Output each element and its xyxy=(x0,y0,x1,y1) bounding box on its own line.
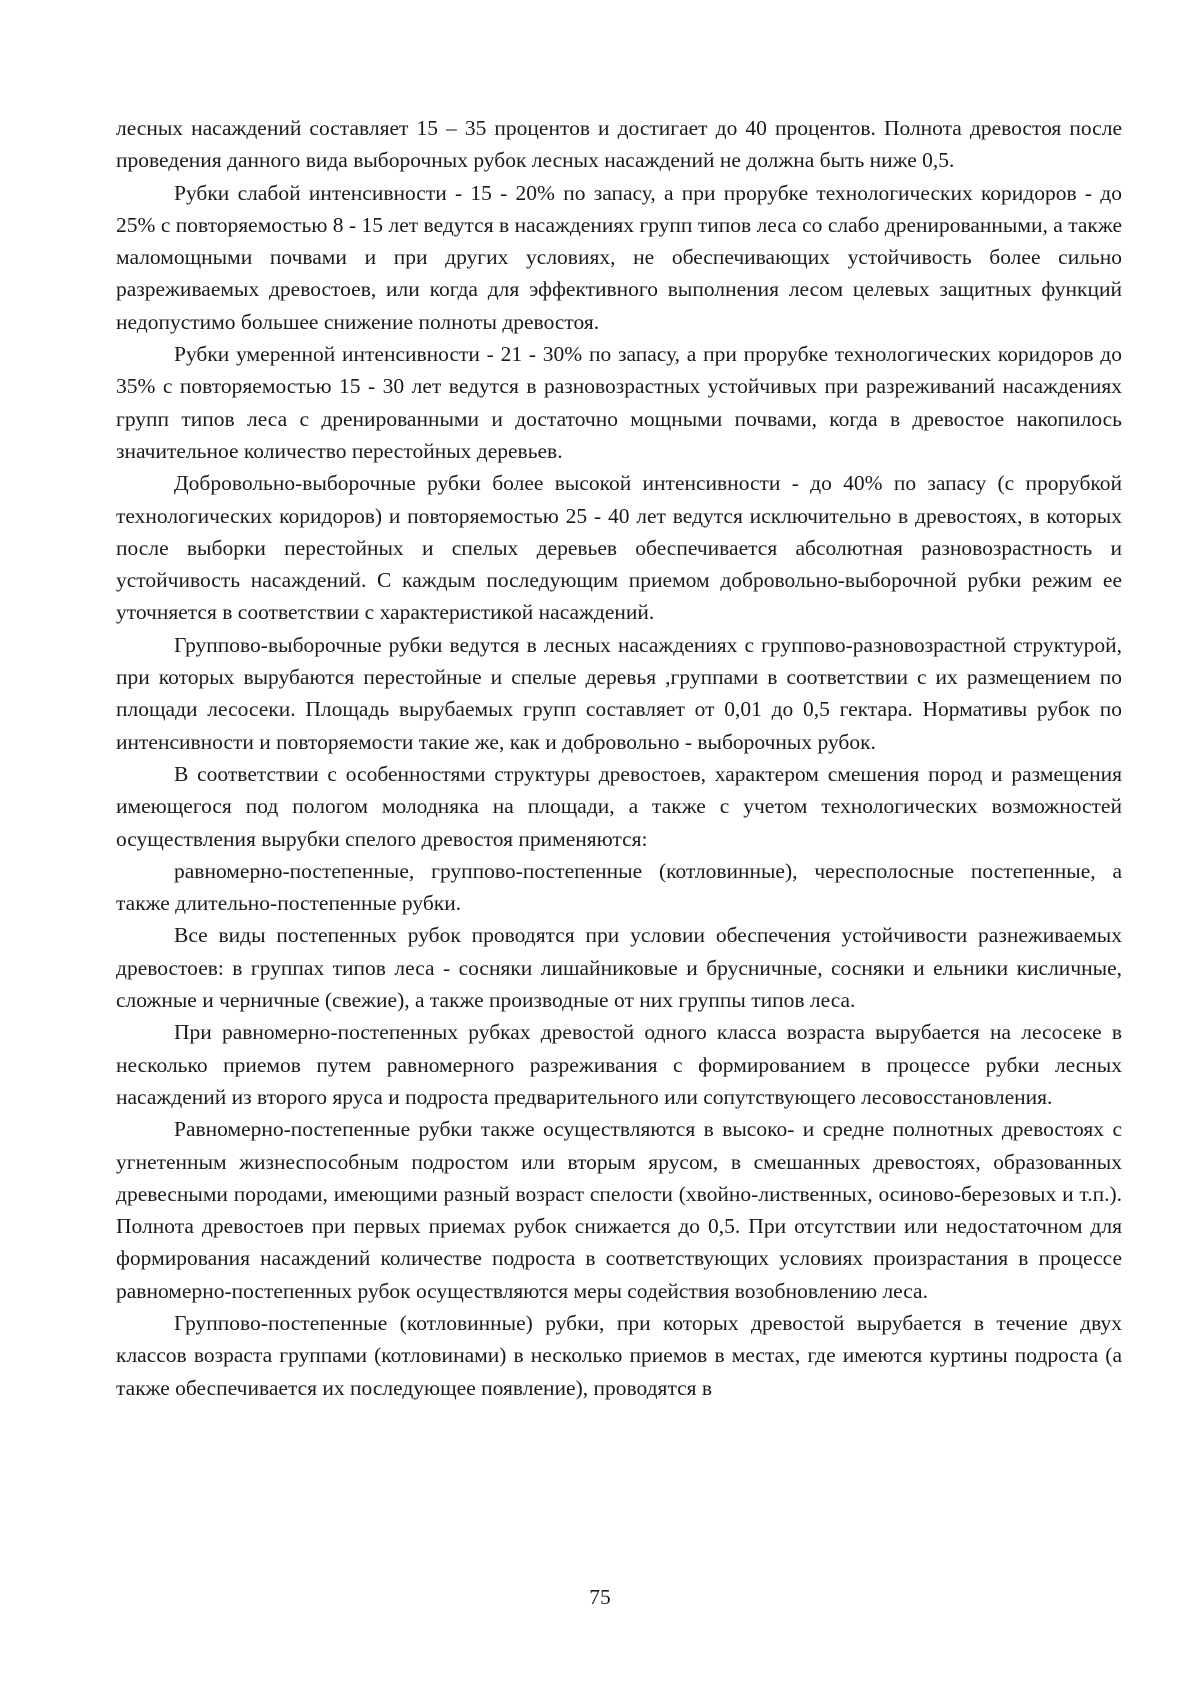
paragraph-9: При равномерно-постепенных рубках древостой одного класса возраста вырубается на лесосеке в несколько приемов путем равномерного разреживания с формированием в процессе рубки лесных насаждений из второго яруса и подроста предварительного или сопутствующего лесовосстановления. xyxy=(116,1020,1122,1109)
paragraph-5: Группово-выборочные рубки ведутся в лесных насаждениях с группово-разновозрастной структурой, при которых вырубаются перестойные и спелые деревья ,группами в соответствии с их размещением по площади лесосеки. Площадь вырубаемых групп составляет от 0,01 до 0,5 гектара. Нормативы рубок по интенсивности и повторяемости такие же, как и добровольно - выборочных рубок. xyxy=(116,632,1122,754)
paragraph-7: равномерно-постепенные, группово-постепенные (котловинные), чересполосные постепенные, а также длительно-постепенные рубки. xyxy=(116,858,1122,916)
page-number: 75 xyxy=(589,1585,611,1609)
paragraph-10: Равномерно-постепенные рубки также осуществляются в высоко- и средне полнотных древостоях с угнетенным жизнеспособным подростом или вторым ярусом, в смешанных древостоях, образованных древесными породами, имеющими разный возраст спелости (хвойно-лиственных, осиново-березовых и т.п.). Полнота древостоев при первых приемах рубок снижается до 0,5. При отсутствии или недостаточном для формирования насаждений количестве подроста в соответствующих условиях произрастания в процессе равномерно-постепенных рубок осуществляются меры содействия возобновлению леса. xyxy=(116,1117,1122,1303)
paragraph-8: Все виды постепенных рубок проводятся при условии обеспечения устойчивости разнеживаемых древостоев: в группах типов леса - сосняки лишайниковые и брусничные, сосняки и ельники кисличные, сложные и черничные (свежие), а также производные от них группы типов леса. xyxy=(116,923,1122,1013)
paragraph-4: Добровольно-выборочные рубки более высокой интенсивности - до 40% по запасу (с прорубкой технологических коридоров) и повторяемостью 25 - 40 лет ведутся исключительно в древостоях, в которых после выборки перестойных и спелых деревьев обеспечивается абсолютная разновозрастность и устойчивость насаждений. С каждым последующим приемом добровольно-выборочной рубки режим ее уточняется в соответствии с характеристикой насаждений. xyxy=(116,471,1122,625)
paragraph-11: Группово-постепенные (котловинные) рубки, при которых древостой вырубается в течение двух классов возраста группами (котловинами) в несколько приемов в местах, где имеются куртины подроста (а также обеспечивается их последующее появление), проводятся в xyxy=(116,1310,1122,1400)
paragraph-1: лесных насаждений составляет 15 – 35 процентов и достигает до 40 процентов. Полнота древостоя после проведения данного вида выборочных рубок лесных насаждений не должна быть ниже 0,5. xyxy=(116,116,1122,173)
paragraph-3: Рубки умеренной интенсивности - 21 - 30% по запасу, а при прорубке технологических коридоров до 35% с повторяемостью 15 - 30 лет ведутся в разновозрастных устойчивых при разреживаний насаждениях групп типов леса с дренированными и достаточно мощными почвами, когда в древостое накопилось значительное количество перестойных деревьев. xyxy=(116,342,1122,463)
paragraph-2: Рубки слабой интенсивности - 15 - 20% по запасу, а при прорубке технологических коридоров - до 25% с повторяемостью 8 - 15 лет ведутся в насаждениях групп типов леса со слабо дренированными, а также маломощными почвами и при других условиях, не обеспечивающих устойчивость более сильно разреживаемых древостоев, или когда для эффективного выполнения лесом целевых защитных функций недопустимо большее снижение полноты древостоя. xyxy=(116,180,1122,334)
page-body-text xyxy=(116,112,1122,1404)
paragraph-6: В соответствии с особенностями структуры древостоев, характером смешения пород и размещения имеющегося под пологом молодняка на площади, а также с учетом технологических возможностей осуществления вырубки спелого древостоя применяются: xyxy=(116,761,1122,851)
